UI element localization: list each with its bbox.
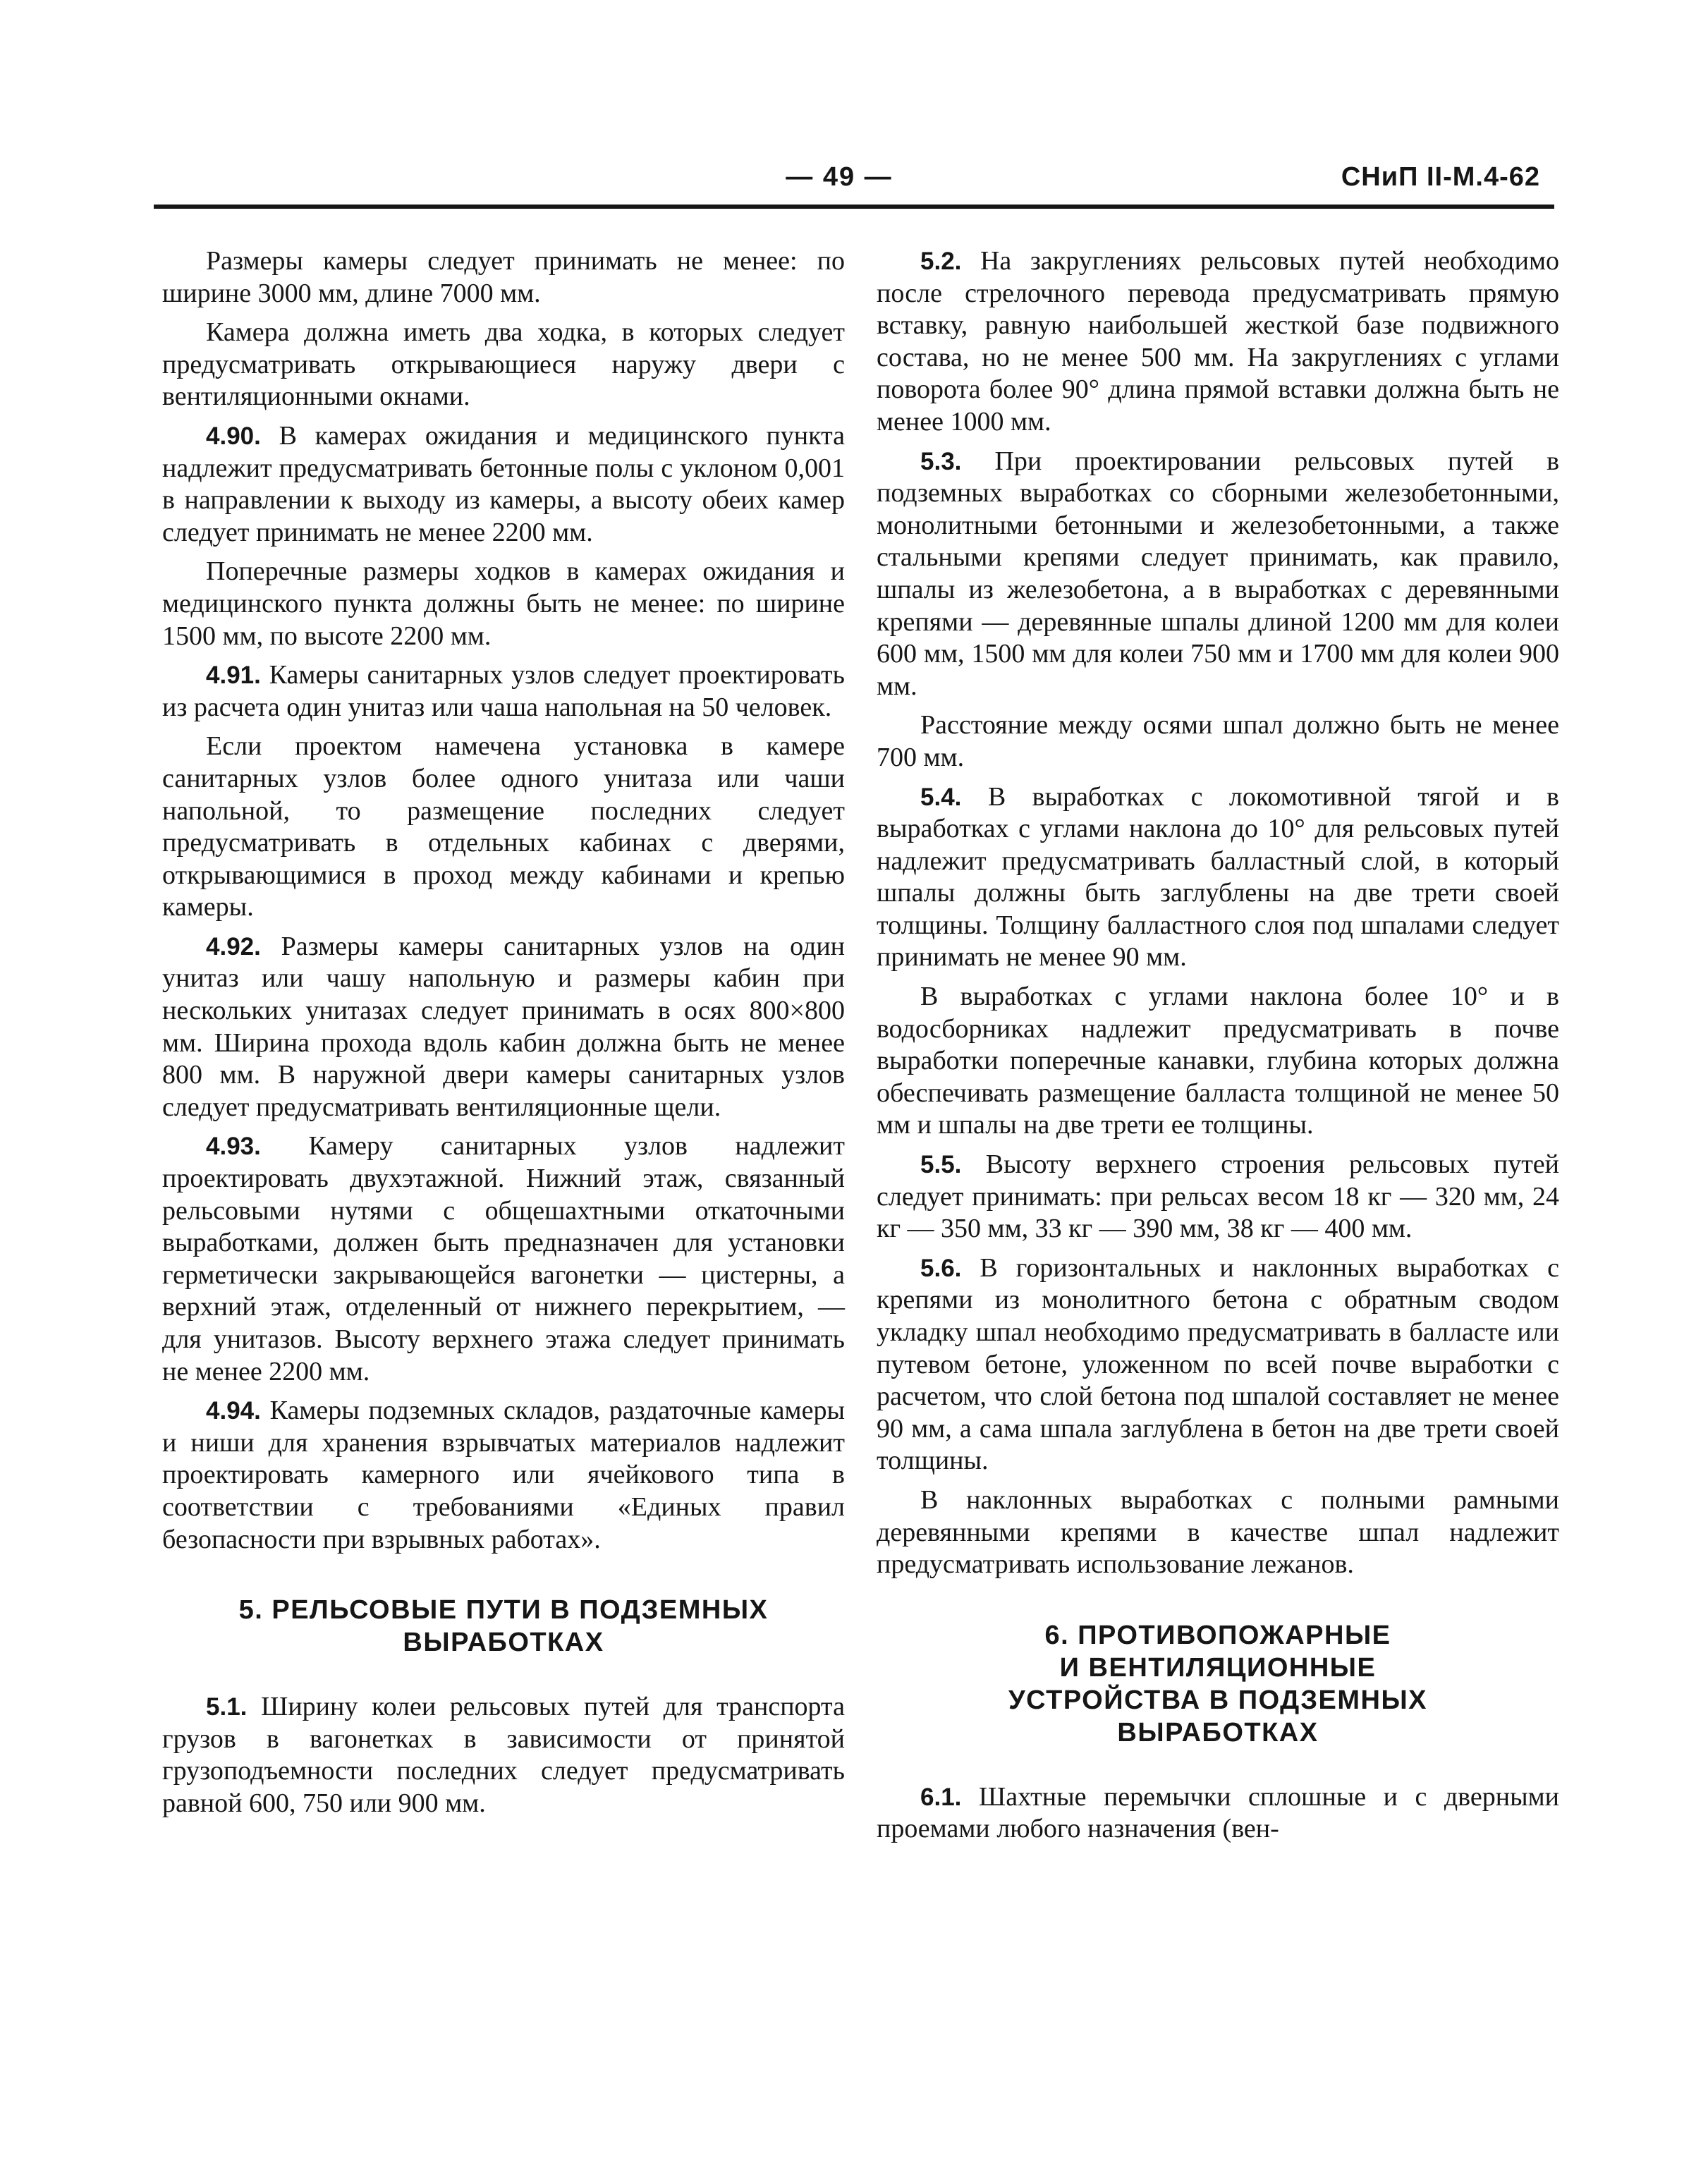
section-5-heading: 5. РЕЛЬСОВЫЕ ПУТИ В ПОДЗЕМНЫХ ВЫРАБОТКАХ xyxy=(238,1595,769,1658)
clause-6-1: 6.1. Шахтные перемычки сплошные и с дверными проемами любого назначения (вен- xyxy=(877,1781,1560,1844)
clause-number: 5.6. xyxy=(920,1254,962,1282)
clause-5-4: 5.4. В выработках с локомотивной тягой и в выработках с углами наклона до 10° для рельсовых путей надлежит предусматривать балластный слой, в который шпалы должны быть заглублены на две трети своей толщины. Толщину балластного слоя под шпалами следует принимать не менее 90 мм. xyxy=(877,781,1559,972)
paragraph: В наклонных выработках с полными рамными деревянными крепями в качестве шпал надлежит предусматривать использование лежанов. xyxy=(877,1484,1559,1580)
clause-number: 5.5. xyxy=(920,1151,962,1179)
clause-5-1: 5.1. Ширину колеи рельсовых путей для транспорта грузов в вагонетках в зависимости от принятой грузоподъемности последних следует предусматривать равной 600, 750 или 900 мм. xyxy=(162,1692,845,1818)
clause-5-6: 5.6. В горизонтальных и наклонных выработках с крепями из монолитного бетона с обратным сводом укладку шпал необходимо предусматривать в балласте или путевом бетоне, уложенном по всей почве выработки с расчетом, что слой бетона под шпалой составляет не менее 90 мм, а сама шпала заглублена в бетон на две трети своей толщины. xyxy=(877,1252,1559,1476)
paragraph: Размеры камеры следует принимать не менее: по ширине 3000 мм, длине 7000 мм. xyxy=(162,246,845,308)
header-divider xyxy=(154,205,1554,209)
clause-5-3: 5.3. При проектировании рельсовых путей в подземных выработках со сборными железобетонными, монолитными бетонными и железобетонными, а также стальными крепями следует принимать, как правило, шпалы из железобетона, а в выработках с деревянными крепями — деревянные шпалы длиной 1200 мм для колеи 600 мм, 1500 мм для колеи 750 мм и 1700 мм для колеи 900 мм. xyxy=(877,446,1560,701)
left-column xyxy=(162,245,845,1827)
clause-number: 5.4. xyxy=(920,783,962,811)
document-code: СНиП II-М.4-62 xyxy=(1341,162,1540,192)
clause-number: 4.90. xyxy=(206,422,261,450)
page-number: — 49 — xyxy=(786,162,893,192)
clause-number: 4.91. xyxy=(206,661,261,690)
clause-number: 5.3. xyxy=(920,447,962,475)
paragraph: В выработках с углами наклона более 10° и в водосборниках надлежит предусматривать в почве выработки поперечные канавки, глубина которых должна обеспечивать размещение балласта толщиной не менее 50 мм и шпалы на две трети ее толщины. xyxy=(877,982,1559,1140)
clause-number: 4.94. xyxy=(206,1397,261,1425)
clause-4-92: 4.92. Размеры камеры санитарных узлов на один унитаз или чашу напольную и размеры кабин при нескольких унитазах следует принимать в осях 800×800 мм. Ширина прохода вдоль кабин должна быть не менее 800 мм. В наружной двери камеры санитарных узлов следует предусматривать вентиляционные щели. xyxy=(162,931,845,1122)
clause-5-5: 5.5. Высоту верхнего строения рельсовых путей следует принимать: при рельсах весом 18 кг — 320 мм, 24 кг — 350 мм, 33 кг — 390 мм, 38 кг — 400 мм. xyxy=(877,1149,1559,1244)
clause-number: 6.1. xyxy=(920,1783,962,1811)
clause-5-2: 5.2. На закруглениях рельсовых путей необходимо после стрелочного перевода предусматривать прямую вставку, равную наибольшей жесткой базе подвижного состава, но не менее 500 мм. На закруглениях с углами поворота более 90° длина прямой вставки должна быть не менее 1000 мм. xyxy=(877,246,1559,437)
paragraph: Поперечные размеры ходков в камерах ожидания и медицинского пункта должны быть не менее: по ширине 1500 мм, по высоте 2200 мм. xyxy=(162,556,845,651)
paragraph: Камера должна иметь два ходка, в которых следует предусматривать открывающиеся наружу двери с вентиляционными окнами. xyxy=(162,317,845,412)
clause-number: 5.2. xyxy=(920,248,962,275)
clause-number: 4.93. xyxy=(206,1133,261,1161)
section-6-heading: 6. ПРОТИВОПОЖАРНЫЕ И ВЕНТИЛЯЦИОННЫЕ УСТРОЙСТВА В ПОДЗЕМНЫХ ВЫРАБОТКАХ xyxy=(1008,1620,1428,1748)
clause-4-93: 4.93. Камеру санитарных узлов надлежит проектировать двухэтажной. Нижний этаж, связанный рельсовыми нутями с общешахтными откаточными выработками, должен быть предназначен для установки герметически закрывающейся вагонетки — цистерны, а верхний этаж, отделенный от нижнего перекрытием, — для унитазов. Высоту верхнего этажа следует принимать не менее 2200 мм. xyxy=(162,1131,845,1386)
clause-4-90: 4.90. В камерах ожидания и медицинского пункта надлежит предусматривать бетонные полы с уклоном 0,001 в направлении к выходу из камеры, а высоту обеих камер следует принимать не менее 2200 мм. xyxy=(162,420,846,547)
clause-4-91: 4.91. Камеры санитарных узлов следует проектировать из расчета один унитаз или чаша напольная на 50 человек. xyxy=(162,660,845,722)
clause-number: 5.1. xyxy=(206,1693,248,1721)
paragraph: Расстояние между осями шпал должно быть не менее 700 мм. xyxy=(877,710,1559,772)
clause-number: 4.92. xyxy=(206,932,261,960)
paragraph: Если проектом намечена установка в камере санитарных узлов более одного унитаза или чаши напольной, то размещение последних следует предусматривать в отдельных кабинах с дверями, открывающимися в проход между кабинами и крепью камеры. xyxy=(162,731,845,922)
clause-4-94: 4.94. Камеры подземных складов, раздаточные камеры и ниши для хранения взрывчатых материалов надлежит проектировать камерного или ячейкового типа в соответствии с требованиями «Единых правил безопасности при взрывных работах». xyxy=(162,1396,845,1554)
right-column xyxy=(877,245,1559,1853)
